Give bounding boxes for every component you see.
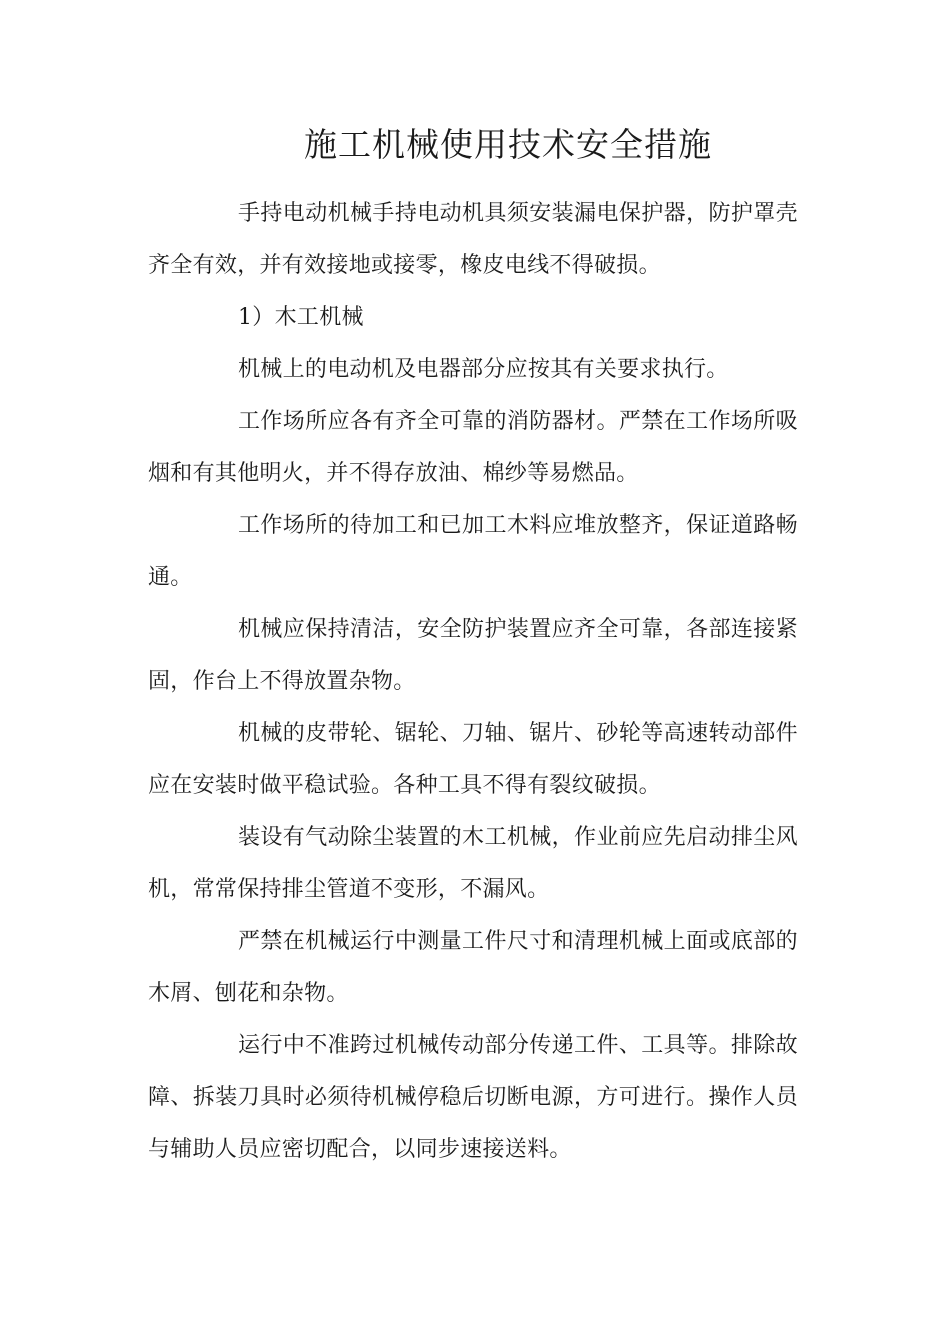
section-heading-woodworking: 1）木工机械: [238, 305, 364, 330]
paragraph-operation: 运行中不准跨过机械传动部分传递工件、工具等。排除故障、拆装刀具时必须待机械停稳后切断电源，方可进行。操作人员与辅助人员应密切配合，以同步速接送料。: [148, 1033, 798, 1162]
paragraph-material-storage: 工作场所的待加工和已加工木料应堆放整齐，保证道路畅通。: [148, 513, 798, 590]
document-title: 施工机械使用技术安全措施: [304, 125, 712, 164]
paragraph-fire-safety: 工作场所应各有齐全可靠的消防器材。严禁在工作场所吸烟和有其他明火，并不得存放油、棉纱等易燃品。: [148, 409, 798, 486]
document-body: [148, 188, 798, 1176]
paragraph-electrical: 机械上的电动机及电器部分应按其有关要求执行。: [238, 357, 729, 382]
paragraph-power-tools: 手持电动机械手持电动机具须安装漏电保护器，防护罩壳齐全有效，并有效接地或接零，橡皮电线不得破损。: [148, 201, 798, 278]
paragraph-dust-removal: 装设有气动除尘装置的木工机械，作业前应先启动排尘风机，常常保持排尘管道不变形，不漏风。: [148, 825, 798, 902]
paragraph-rotating-parts: 机械的皮带轮、锯轮、刀轴、锯片、砂轮等高速转动部件应在安装时做平稳试验。各种工具不得有裂纹破损。: [148, 721, 798, 798]
paragraph-no-measuring: 严禁在机械运行中测量工件尺寸和清理机械上面或底部的木屑、刨花和杂物。: [148, 929, 798, 1006]
paragraph-cleanliness: 机械应保持清洁，安全防护装置应齐全可靠，各部连接紧固，作台上不得放置杂物。: [148, 617, 798, 694]
